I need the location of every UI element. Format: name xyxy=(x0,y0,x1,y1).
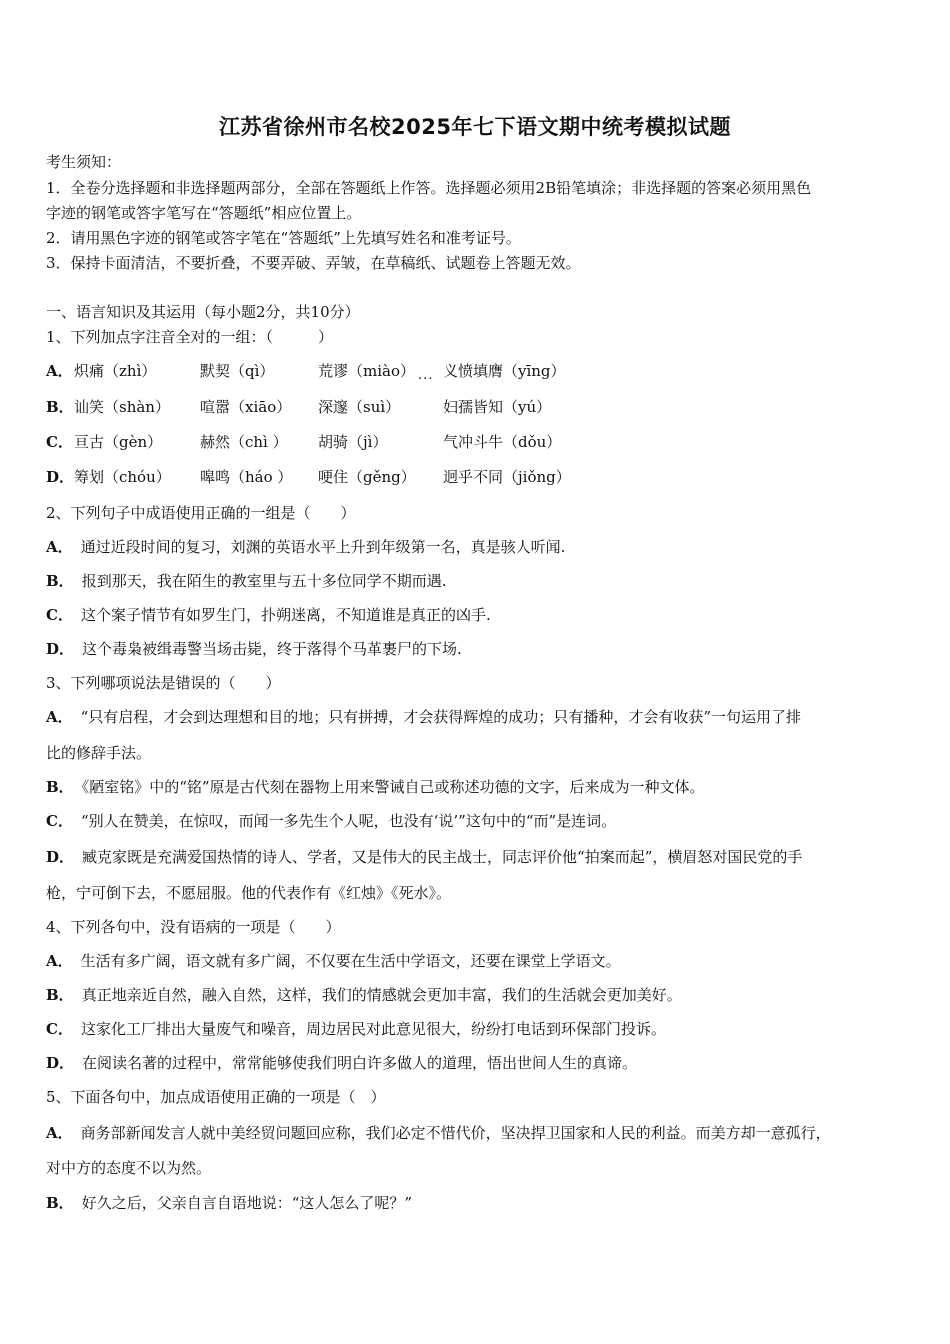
question-4-stem: 4、下列各句中，没有语病的一项是（ ） xyxy=(46,918,341,936)
option-label: A． xyxy=(46,538,73,556)
option-text: 生活有多广阔，语文就有多广阔，不仅要在生活中学语文，还要在课堂上学语文。 xyxy=(80,952,621,970)
pinyin-item: 喧嚣（xiāo） xyxy=(200,398,292,416)
option-label: D． xyxy=(46,640,75,658)
option-text: 报到那天，我在陌生的教室里与五十多位同学不期而遇. xyxy=(81,572,447,590)
emphasis-dots: ... xyxy=(418,368,434,383)
option-label: B． xyxy=(46,1194,74,1212)
pinyin-item: 荒谬（miào） xyxy=(318,362,415,380)
option-label: B． xyxy=(46,572,74,590)
option-text: 臧克家既是充满爱国热情的诗人、学者，又是伟大的民主战士，同志评价他“拍案而起”，横眉怒对国民党的手 xyxy=(82,848,803,866)
option-text: 通过近段时间的复习，刘渊的英语水平上升到年级第一名，真是骇人听闻. xyxy=(80,538,566,556)
pinyin-item: 默契（qì） xyxy=(200,362,275,380)
option-label: C． xyxy=(46,1020,73,1038)
option-text: 商务部新闻发言人就中美经贸问题回应称，我们必定不惜代价，坚决捍卫国家和人民的利益。而美方却一意孤行， xyxy=(80,1124,831,1142)
option-text: 好久之后，父亲自言自语地说：“这人怎么了呢？” xyxy=(81,1194,413,1212)
option-text: 在阅读名著的过程中，常常能够使我们明白许多做人的道理，悟出世间人生的真谛。 xyxy=(82,1054,638,1072)
notice-item: 2．请用黑色字迹的钢笔或答字笔在“答题纸”上先填写姓名和准考证号。 xyxy=(46,229,521,247)
option-label: A． xyxy=(46,952,73,970)
notice-item: 字迹的钢笔或答字笔写在“答题纸”相应位置上。 xyxy=(46,204,362,222)
pinyin-item: 哽住（gěng） xyxy=(318,468,416,486)
q1-option-d xyxy=(46,467,906,487)
q4-option-d xyxy=(46,1053,637,1073)
option-text: 《陋室铭》中的“铭”原是古代刻在器物上用来警诫自己或称述功德的文字，后来成为一种文体。 xyxy=(81,778,705,796)
pinyin-item: 迥乎不同（jiǒng） xyxy=(443,468,571,486)
q5-option-a xyxy=(46,1123,831,1143)
question-2-stem: 2、下列句子中成语使用正确的一组是（ ） xyxy=(46,504,356,522)
option-label: B． xyxy=(46,778,74,796)
q4-option-b xyxy=(46,985,682,1005)
notice-item: 1．全卷分选择题和非选择题两部分，全部在答题纸上作答。选择题必须用2B铅笔填涂；非选择题的答案必须用黑色 xyxy=(46,179,812,197)
question-1-stem: 1、下列加点字注音全对的一组：（ ） xyxy=(46,328,334,346)
pinyin-item: 赫然（chì ） xyxy=(200,433,288,451)
pinyin-item: 深邃（suì） xyxy=(318,398,401,416)
option-label: C． xyxy=(46,812,73,830)
option-label: D． xyxy=(46,468,75,486)
pinyin-item: 气冲斗牛（dǒu） xyxy=(443,433,562,451)
option-label: B． xyxy=(46,986,74,1004)
pinyin-item: 义愤填膺（yīng） xyxy=(443,362,566,380)
option-label: A． xyxy=(46,362,73,380)
option-label: C． xyxy=(46,606,73,624)
notice-item: 3．保持卡面清洁，不要折叠，不要弄破、弄皱，在草稿纸、试题卷上答题无效。 xyxy=(46,254,581,272)
q4-option-a xyxy=(46,951,621,971)
option-text: 这个案子情节有如罗生门，扑朔迷离，不知道谁是真正的凶手. xyxy=(80,606,491,624)
q4-option-c xyxy=(46,1019,666,1039)
option-label: D． xyxy=(46,1054,75,1072)
option-text: 真正地亲近自然，融入自然，这样，我们的情感就会更加丰富，我们的生活就会更加美好。 xyxy=(81,986,682,1004)
q3-option-a xyxy=(46,707,801,727)
pinyin-item: 胡骑（jì） xyxy=(318,433,388,451)
q3-option-d xyxy=(46,847,802,867)
q3-option-a-cont: 比的修辞手法。 xyxy=(46,744,152,762)
pinyin-item: 亘古（gèn） xyxy=(74,433,163,451)
option-label: A． xyxy=(46,1124,73,1142)
q5-option-b xyxy=(46,1193,412,1213)
pinyin-item: 妇孺皆知（yú） xyxy=(443,398,552,416)
q3-option-c xyxy=(46,811,616,831)
option-label: B． xyxy=(46,398,74,416)
q1-option-b xyxy=(46,397,906,417)
option-label: C． xyxy=(46,433,73,451)
q2-option-c xyxy=(46,605,491,625)
option-text: “只有启程，才会到达理想和目的地；只有拼搏，才会获得辉煌的成功；只有播种，才会有收获”一句运用了排 xyxy=(80,708,801,726)
pinyin-item: 讪笑（shàn） xyxy=(74,398,170,416)
option-text: “别人在赞美，在惊叹，而闻一多先生个人呢，也没有‘说’”这句中的“而”是连词。 xyxy=(80,812,617,830)
option-label: D． xyxy=(46,848,75,866)
q1-option-a xyxy=(46,361,906,381)
option-text: 这个毒枭被缉毒警当场击毙，终于落得个马革裹尸的下场. xyxy=(82,640,462,658)
option-text: 这家化工厂排出大量废气和噪音，周边居民对此意见很大，纷纷打电话到环保部门投诉。 xyxy=(80,1020,666,1038)
question-3-stem: 3、下列哪项说法是错误的（ ） xyxy=(46,674,281,692)
q2-option-b xyxy=(46,571,446,591)
q3-option-d-cont: 枪，宁可倒下去，不愿屈服。他的代表作有《红烛》《死水》。 xyxy=(46,884,452,902)
notice-heading: 考生须知： xyxy=(46,153,122,171)
question-5-stem: 5、下面各句中，加点成语使用正确的一项是（ ） xyxy=(46,1088,386,1106)
q2-option-d xyxy=(46,639,462,659)
section-heading: 一、语言知识及其运用（每小题2分，共10分） xyxy=(46,303,360,321)
pinyin-item: 筹划（chóu） xyxy=(74,468,171,486)
q3-option-b xyxy=(46,777,705,797)
q2-option-a xyxy=(46,537,565,557)
pinyin-item: 炽痛（zhì） xyxy=(74,362,157,380)
page-title: 江苏省徐州市名校2025年七下语文期中统考模拟试题 xyxy=(219,115,731,139)
option-label: A． xyxy=(46,708,73,726)
pinyin-item: 嗥鸣（háo ） xyxy=(200,468,293,486)
q5-option-a-cont: 对中方的态度不以为然。 xyxy=(46,1159,212,1177)
q1-option-c xyxy=(46,432,906,452)
